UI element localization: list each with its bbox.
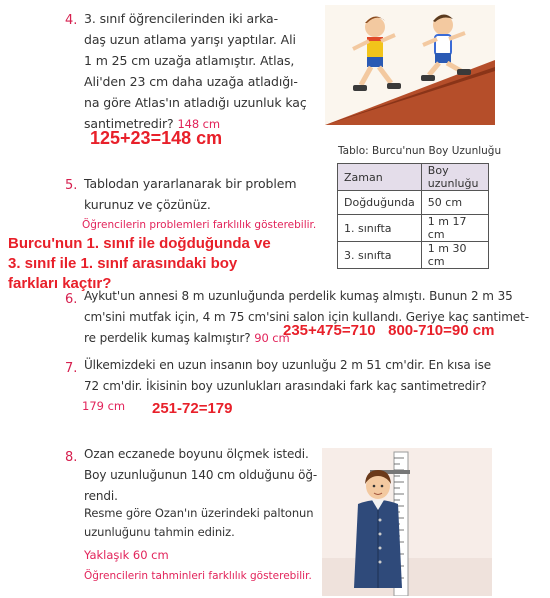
- q4-question-end: santimetredir?: [84, 116, 174, 131]
- table-header-cell: Boy uzunluğu: [421, 164, 488, 191]
- q7-number: 7.: [65, 361, 78, 376]
- table-cell: Doğduğunda: [338, 191, 422, 215]
- table-header-cell: Zaman: [338, 164, 422, 191]
- q8-number: 8.: [65, 450, 78, 465]
- q8-text-2: [84, 504, 319, 542]
- q8-answer-note: Öğrencilerin tahminleri farklılık gösterebilir.: [84, 570, 312, 582]
- q5-answer: Öğrencilerin problemleri farklılık gösterebilir.: [82, 219, 317, 231]
- table-header-row: [338, 164, 489, 191]
- q7-line-1: Ülkemizdeki en uzun insanın boy uzunluğu 2 m 51 cm'dir. En kısa ise: [84, 358, 492, 372]
- q6-text: [84, 286, 544, 349]
- table-cell: 3. sınıfta: [338, 242, 422, 269]
- q8-line-4: Resme göre Ozan'ın üzerindeki paltonun: [84, 506, 314, 520]
- q8-line-2: Boy uzunluğunun 140 cm olduğunu öğ-: [84, 468, 318, 482]
- q7-solution: 251-72=179: [152, 400, 233, 417]
- q8-line-3: rendi.: [84, 489, 118, 503]
- q7-answer: 179 cm: [82, 399, 126, 413]
- q8-line-1: Ozan eczanede boyunu ölçmek istedi.: [84, 447, 309, 461]
- q4-line-1: 3. sınıf öğrencilerinden iki arka-: [84, 11, 279, 26]
- q4-line-4: Ali'den 23 cm daha uzağa atladığı-: [84, 74, 298, 89]
- q4-line-5: na göre Atlas'ın atladığı uzunluk kaç: [84, 95, 307, 110]
- q6-answer: 90 cm: [254, 331, 290, 345]
- height-table: [337, 163, 489, 269]
- q6-line-2: cm'sini mutfak için, 4 m 75 cm'sini salon için kullandı. Geriye kaç santimet-: [84, 310, 529, 324]
- q4-answer: 148 cm: [177, 117, 220, 131]
- table-caption: Tablo: Burcu'nun Boy Uzunluğu: [338, 145, 502, 157]
- q7-line-2: 72 cm'dir. İkisinin boy uzunlukları arasındaki fark kaç santimetredir?: [84, 379, 487, 393]
- long-jump-illustration: [325, 5, 495, 125]
- q8-answer: Yaklaşık 60 cm: [84, 548, 169, 562]
- q8-text: [84, 444, 319, 507]
- q5-line-1: Tablodan yararlanarak bir problem: [84, 176, 297, 191]
- q5-line-2: kurunuz ve çözünüz.: [84, 197, 211, 212]
- q5-student-problem: [8, 234, 338, 294]
- q6-number: 6.: [65, 292, 78, 307]
- table-cell: 50 cm: [421, 191, 488, 215]
- q5-number: 5.: [65, 178, 78, 193]
- q5-text: [84, 173, 324, 215]
- q4-number: 4.: [65, 13, 78, 28]
- q4-line-2: daş uzun atlama yarışı yaptılar. Ali: [84, 32, 296, 47]
- q6-solution: 235+475=710 800-710=90 cm: [283, 322, 495, 339]
- table-row: [338, 215, 489, 242]
- table-cell: 1 m 30 cm: [421, 242, 488, 269]
- q5-student-line-2: 3. sınıf ile 1. sınıf arasındaki boy: [8, 255, 238, 272]
- q4-text: [84, 8, 324, 135]
- q4-line-3: 1 m 25 cm uzağa atlamıştır. Atlas,: [84, 53, 295, 68]
- table-row: [338, 191, 489, 215]
- q6-line-1: Aykut'un annesi 8 m uzunluğunda perdelik kumaş almıştı. Bunun 2 m 35: [84, 289, 513, 303]
- height-measurement-illustration: [322, 448, 492, 596]
- q7-text: [84, 355, 544, 397]
- table-cell: 1 m 17 cm: [421, 215, 488, 242]
- q5-student-line-1: Burcu'nun 1. sınıf ile doğduğunda ve: [8, 235, 271, 252]
- table-cell: 1. sınıfta: [338, 215, 422, 242]
- q5-student-line-3: farkları kaçtır?: [8, 275, 112, 292]
- q4-solution: 125+23=148 cm: [90, 128, 223, 148]
- q8-line-5: uzunluğunu tahmin ediniz.: [84, 525, 235, 539]
- q6-question-end: re perdelik kumaş kalmıştır?: [84, 331, 251, 345]
- table-row: [338, 242, 489, 269]
